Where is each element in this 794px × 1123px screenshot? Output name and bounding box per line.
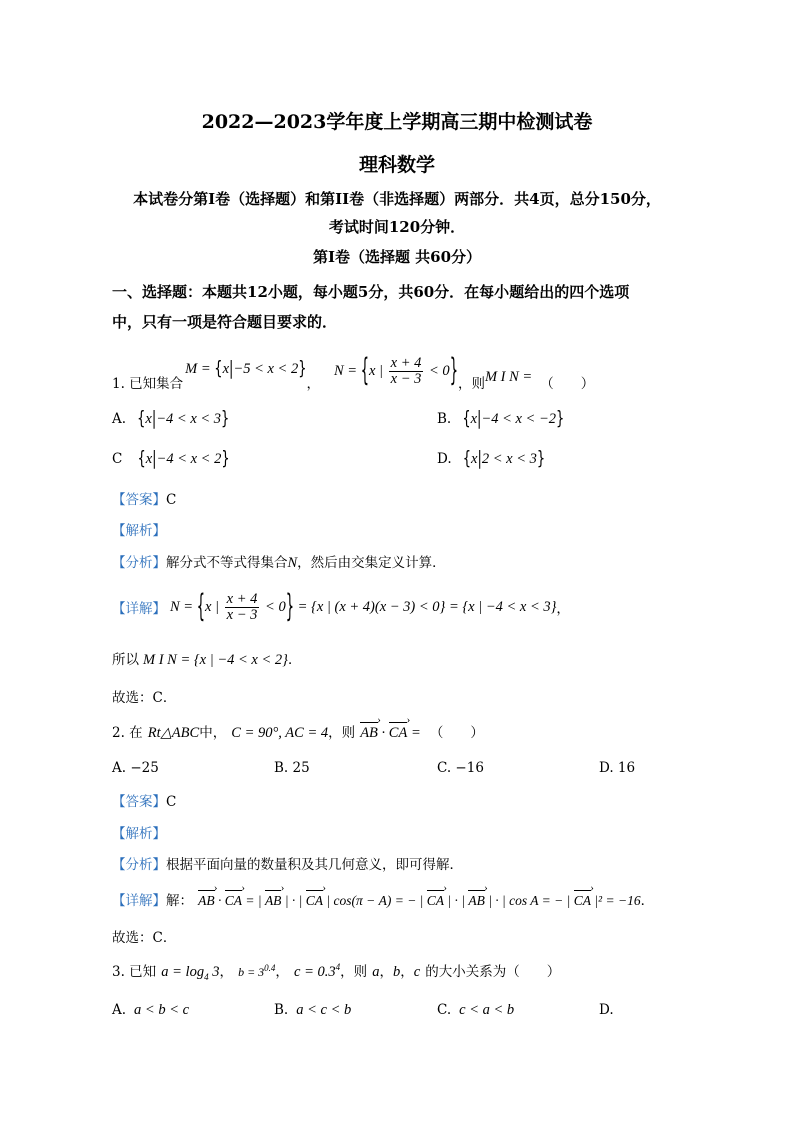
question-1-choose: 故选：C． [112,690,177,706]
question-1-option-a: A. {x|−4 < x < 3} [112,409,230,431]
exam-subject: 理科数学 [358,154,435,176]
question-3-option-b: B. a < c < b [274,1002,352,1018]
question-2-option-b: B. 25 [274,760,310,776]
section-one-line1: 一、选择题：本题共12小题，每小题5分，共60分．在每小题给出的四个选项 [112,283,630,301]
question-3: 3. 已知 $a = \log_4 3$， $b = 3^{0.4}$， $c = 0.3^4$，则 a，b，c 的大小关系为（ ） [112,962,561,982]
question-3-option-a: A. a < b < c [112,1002,190,1018]
question-2-answer: 【答案】C [112,794,177,810]
question-1-set-n: N = {x | $\frac{x + 4}{x - 3}$ < 0} [333,353,458,389]
question-2-option-a: A. −25 [112,760,159,776]
exam-intro-line2: 考试时间120分钟． [328,218,466,236]
question-2: 2. 在 Rt△ABC中， C = 90°, AC = 4，则 AB › · CA › = （ ） [112,721,484,742]
section-one-line2: 中，只有一项是符合题目要求的． [112,313,338,331]
question-2-choose: 故选：C． [112,930,177,946]
question-2-fenxi: 【分析】根据平面向量的数量积及其几何意义，即可得解． [112,857,463,873]
question-1-detail: 【详解】 N = {x | $\frac{x + 4}{x - 3}$ < 0} = {x | (x + 4)(x − 3) < 0} = {x | −4 < x < 3} ， [112,589,570,625]
question-1-option-c: C {x|−4 < x < 2} [112,449,230,471]
exam-intro-line1: 本试卷分第I卷（选择题）和第II卷（非选择题）两部分．共4页，总分150分， [133,190,661,208]
question-3-option-c: C. c < a < b [437,1002,515,1018]
exam-title: 2022—2023学年度上学期高三期中检测试卷 [201,111,593,133]
question-1-option-d: D. {x|2 < x < 3} [437,449,546,471]
part-one-heading: 第I卷（选择题 共60分） [312,248,482,266]
question-2-option-d: D. 16 [599,760,636,776]
question-1-prefix: 1. 已知集合 [112,376,184,392]
question-1-conclusion: 所以 M I N = {x | −4 < x < 2}． [112,652,302,668]
question-2-analysis-label: 【解析】 [112,826,166,842]
question-1-answer: 【答案】C [112,492,177,508]
question-1: 1. 已知集合 M = {x|−5 < x < 2} ， N = {x | $\frac{x + 4}{x - 3}$ < 0} ，则 M I N = （ ） [112,353,595,392]
question-3-option-d: D. [599,1002,614,1018]
question-1-fenxi: 【分析】解分式不等式得集合N，然后由交集定义计算． [112,555,446,571]
question-2-option-c: C. −16 [437,760,484,776]
question-2-detail: 【详解】解： AB › · CA › = | AB › | · | CA › | cos(π − A) = − | CA › | · | AB › | · | cos A = − | CA › |² = −16． [112,889,654,909]
question-1-analysis-label: 【解析】 [112,523,166,539]
question-1-set-m: M = {x|−5 < x < 2} [185,358,307,380]
question-1-option-b: B. {x|−4 < x < −2} [437,409,565,431]
